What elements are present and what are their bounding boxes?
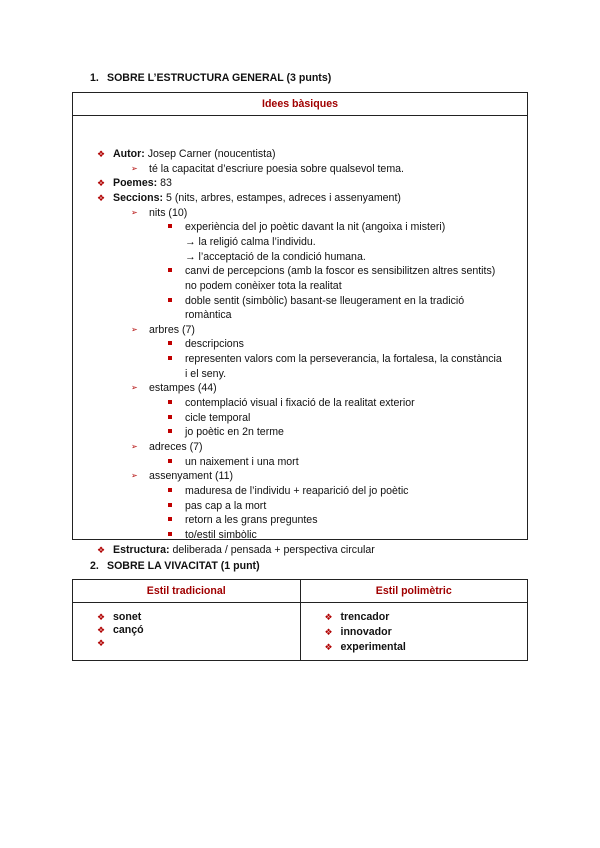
list-item-value: adreces (7) <box>149 441 203 453</box>
diamond-bullet-icon: ❖ <box>97 625 106 635</box>
list-item-text <box>185 425 284 439</box>
diamond-bullet-icon: ❖ <box>97 612 106 622</box>
list-item-text <box>149 469 233 483</box>
list-item-value: assenyament (11) <box>149 470 234 483</box>
arrow-bullet-icon: ➢ <box>131 383 138 393</box>
diamond-bullet-icon: ❖ <box>97 638 106 648</box>
list-item-text: trencador <box>340 611 390 623</box>
square-bullet-icon <box>168 415 172 419</box>
diamond-bullet-icon: ❖ <box>97 149 106 159</box>
column-polimetric-list <box>301 603 528 660</box>
list-item-value: jo poètic en 2n terme <box>185 426 284 439</box>
list-item-text <box>185 279 342 293</box>
diamond-bullet-icon: ❖ <box>97 178 106 189</box>
list-item-value: → la religió calma l’individu. <box>185 235 316 248</box>
list-item-text <box>185 484 408 498</box>
square-bullet-icon <box>168 532 172 536</box>
square-bullet-icon <box>168 503 172 507</box>
list-item-text <box>185 308 232 322</box>
list-item-value: maduresa de l’individu + reaparició del jo poètic <box>185 484 409 497</box>
list-item-value: to/estil simbòlic <box>185 528 257 541</box>
section-1-heading <box>90 72 331 84</box>
list-item-text: sonet <box>113 611 142 623</box>
list-item-label: Seccions: <box>113 191 164 204</box>
list-item-value: deliberada / pensada + perspectiva circular <box>169 543 375 556</box>
list-item-value: contemplació visual i fixació de la realitat exterior <box>185 397 415 410</box>
list-item-text <box>185 264 495 278</box>
section-2-title: SOBRE LA VIVACITAT (1 punt) <box>107 560 260 572</box>
ideas-box <box>72 92 528 556</box>
ideas-box-title: Idees bàsiques <box>73 93 527 116</box>
square-bullet-icon <box>168 341 172 345</box>
list-item-value: retorn a les grans preguntes <box>185 514 318 527</box>
list-item-text <box>149 206 187 220</box>
list-item-text: experimental <box>340 641 406 653</box>
list-item-value: té la capacitat d’escriure poesia sobre qualsevol tema. <box>149 162 404 175</box>
diamond-bullet-icon: ❖ <box>97 544 106 555</box>
list-item-value: 83 <box>157 177 172 190</box>
list-item-text: innovador <box>340 626 392 638</box>
list-item-text <box>185 235 316 249</box>
list-item-value: 5 (nits, arbres, estampes, adreces i assenyament) <box>163 191 401 204</box>
list-item-text <box>185 411 250 425</box>
column-polimetric-title: Estil polimètric <box>301 580 528 603</box>
list-item-value: doble sentit (simbòlic) basant-se lleugerament en la tradició <box>185 294 465 307</box>
list-item-label: Estructura: <box>113 543 170 556</box>
list-item-value: arbres (7) <box>149 323 195 336</box>
diamond-bullet-icon: ❖ <box>324 627 333 637</box>
list-item-value: romàntica <box>185 309 232 322</box>
list-item-text <box>185 455 299 469</box>
list-item-value: → l’acceptació de la condició humana. <box>185 250 366 263</box>
section-1-number: 1. <box>90 72 99 84</box>
vivacitat-box <box>72 579 528 661</box>
list-item-text <box>113 543 375 557</box>
square-bullet-icon <box>168 459 172 463</box>
square-bullet-icon <box>168 298 172 302</box>
list-item-text <box>185 396 415 410</box>
list-item-value: canvi de percepcions (amb la foscor es sensibilitzen altres sentits) <box>185 265 496 278</box>
arrow-bullet-icon: ➢ <box>131 207 138 217</box>
section-1-title: SOBRE L’ESTRUCTURA GENERAL (3 punts) <box>107 72 332 84</box>
list-item-text <box>149 162 404 176</box>
diamond-bullet-icon: ❖ <box>97 192 106 203</box>
list-item-text <box>149 323 195 337</box>
list-item-text <box>185 499 266 513</box>
list-item-text <box>185 337 244 351</box>
square-bullet-icon <box>168 429 172 433</box>
column-traditional-title: Estil tradicional <box>73 580 300 603</box>
list-item-text <box>185 528 257 542</box>
arrow-bullet-icon: ➢ <box>131 471 138 481</box>
list-item-label: Autor: <box>113 148 145 160</box>
arrow-bullet-icon: ➢ <box>131 163 138 173</box>
list-item-text <box>113 176 172 190</box>
list-item-text <box>185 513 318 527</box>
square-bullet-icon <box>168 517 172 521</box>
list-item-text <box>185 220 445 234</box>
list-item-value: cicle temporal <box>185 411 251 424</box>
list-item-text: cançó <box>113 624 144 636</box>
list-item-value: un naixement i una mort <box>185 455 299 468</box>
square-bullet-icon <box>168 224 172 228</box>
list-item-text <box>185 367 226 381</box>
square-bullet-icon <box>168 400 172 404</box>
list-item-value: nits (10) <box>149 206 188 219</box>
list-item-value: representen valors com la perseverancia, la fortalesa, la constància <box>185 353 502 366</box>
list-item-text <box>185 250 366 264</box>
list-item-value: experiència del jo poètic davant la nit (angoixa i misteri) <box>185 221 446 234</box>
list-item-value: descripcions <box>185 338 244 351</box>
square-bullet-icon <box>168 268 172 272</box>
column-traditional <box>73 580 300 660</box>
arrow-bullet-icon: ➢ <box>131 442 138 451</box>
list-item-text <box>149 381 217 395</box>
list-item-text <box>113 147 276 161</box>
list-item-value: no podem conèixer tota la realitat <box>185 279 342 292</box>
list-item-text <box>149 440 203 454</box>
square-bullet-icon <box>168 356 172 360</box>
section-2-heading <box>90 560 260 572</box>
list-item-label: Poemes: <box>113 177 158 190</box>
square-bullet-icon <box>168 488 172 492</box>
diamond-bullet-icon: ❖ <box>324 642 333 652</box>
list-item-text <box>113 191 401 205</box>
diamond-bullet-icon: ❖ <box>324 612 333 622</box>
column-polimetric <box>300 580 528 660</box>
list-item-value: i el seny. <box>185 367 227 380</box>
list-item-value: pas cap a la mort <box>185 499 267 512</box>
list-item-value: Josep Carner (noucentista) <box>144 148 276 160</box>
arrow-bullet-icon: ➢ <box>131 324 138 334</box>
list-item-text <box>185 352 502 366</box>
list-item-value: estampes (44) <box>149 382 217 395</box>
column-traditional-list <box>73 603 300 660</box>
section-2-number: 2. <box>90 560 99 572</box>
list-item-text <box>185 294 464 308</box>
